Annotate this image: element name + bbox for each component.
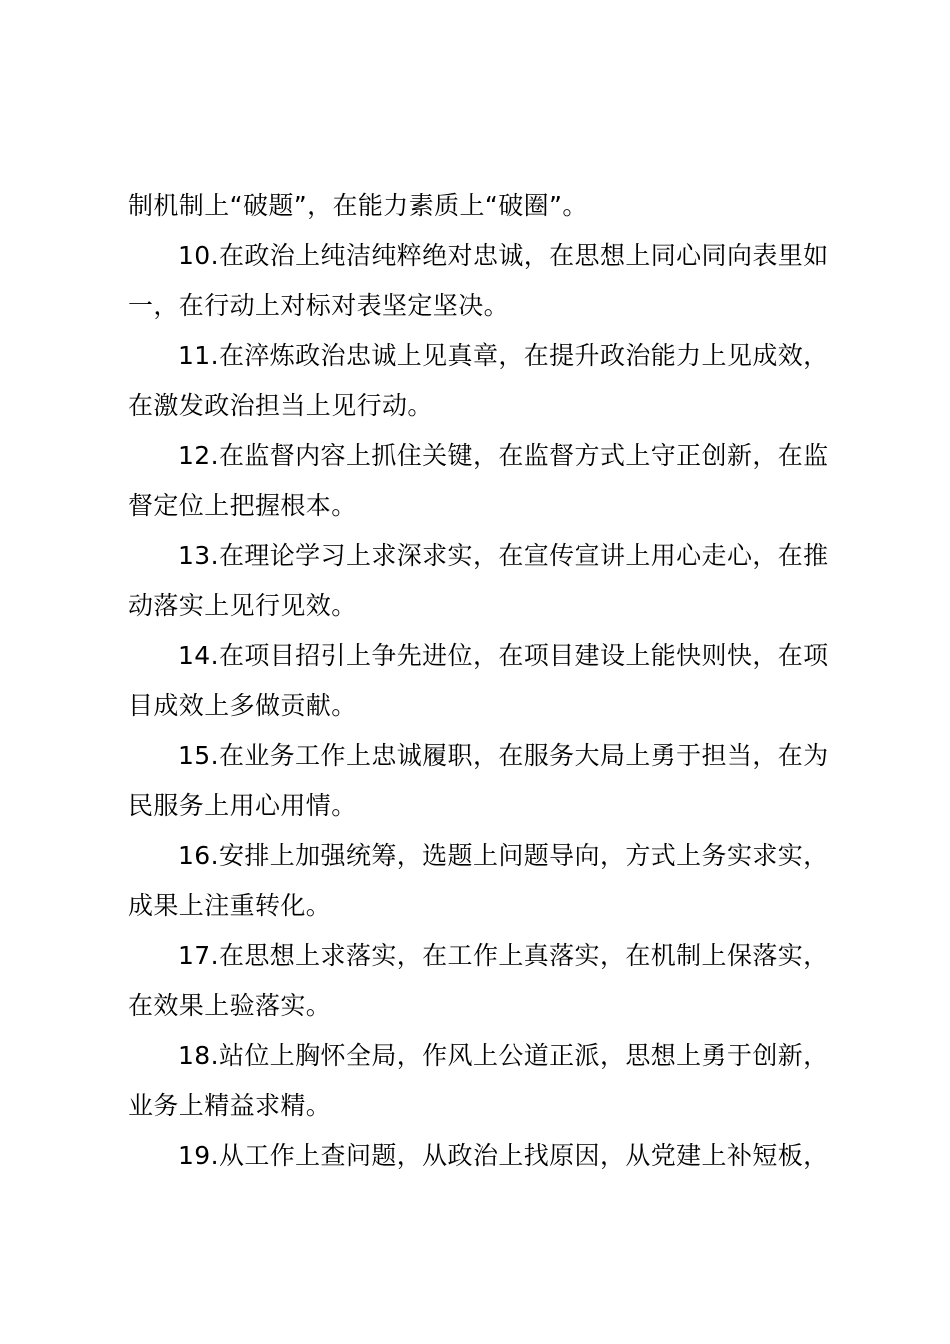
item-16-line-2: 成果上注重转化。 bbox=[128, 891, 332, 920]
item-16-line-1: 16.安排上加强统筹，选题上问题导向，方式上务实求实， bbox=[178, 841, 829, 870]
item-11-line-2: 在激发政治担当上见行动。 bbox=[128, 391, 433, 420]
item-14-line-1: 14.在项目招引上争先进位，在项目建设上能快则快，在项 bbox=[178, 641, 829, 670]
item-17-line-1: 17.在思想上求落实，在工作上真落实，在机制上保落实， bbox=[178, 941, 829, 970]
item-13-line-2: 动落实上见行见效。 bbox=[128, 591, 357, 620]
text-line: 制机制上“破题”，在能力素质上“破圈”。 bbox=[128, 191, 588, 220]
item-12-line-1: 12.在监督内容上抓住关键，在监督方式上守正创新，在监 bbox=[178, 441, 829, 470]
item-15-line-1: 15.在业务工作上忠诚履职，在服务大局上勇于担当，在为 bbox=[178, 741, 829, 770]
item-17-line-2: 在效果上验落实。 bbox=[128, 991, 332, 1020]
item-18-line-2: 业务上精益求精。 bbox=[128, 1091, 332, 1120]
item-11-line-1: 11.在淬炼政治忠诚上见真章，在提升政治能力上见成效， bbox=[178, 341, 829, 370]
item-13-line-1: 13.在理论学习上求深求实，在宣传宣讲上用心走心，在推 bbox=[178, 541, 829, 570]
item-18-line-1: 18.站位上胸怀全局，作风上公道正派，思想上勇于创新， bbox=[178, 1041, 829, 1070]
item-10-line-1: 10.在政治上纯洁纯粹绝对忠诚，在思想上同心同向表里如 bbox=[178, 241, 829, 270]
item-12-line-2: 督定位上把握根本。 bbox=[128, 491, 357, 520]
item-10-line-2: 一，在行动上对标对表坚定坚决。 bbox=[128, 291, 510, 320]
item-15-line-2: 民服务上用心用情。 bbox=[128, 791, 357, 820]
item-19-line-1: 19.从工作上查问题，从政治上找原因，从党建上补短板， bbox=[178, 1141, 829, 1170]
item-14-line-2: 目成效上多做贡献。 bbox=[128, 691, 357, 720]
